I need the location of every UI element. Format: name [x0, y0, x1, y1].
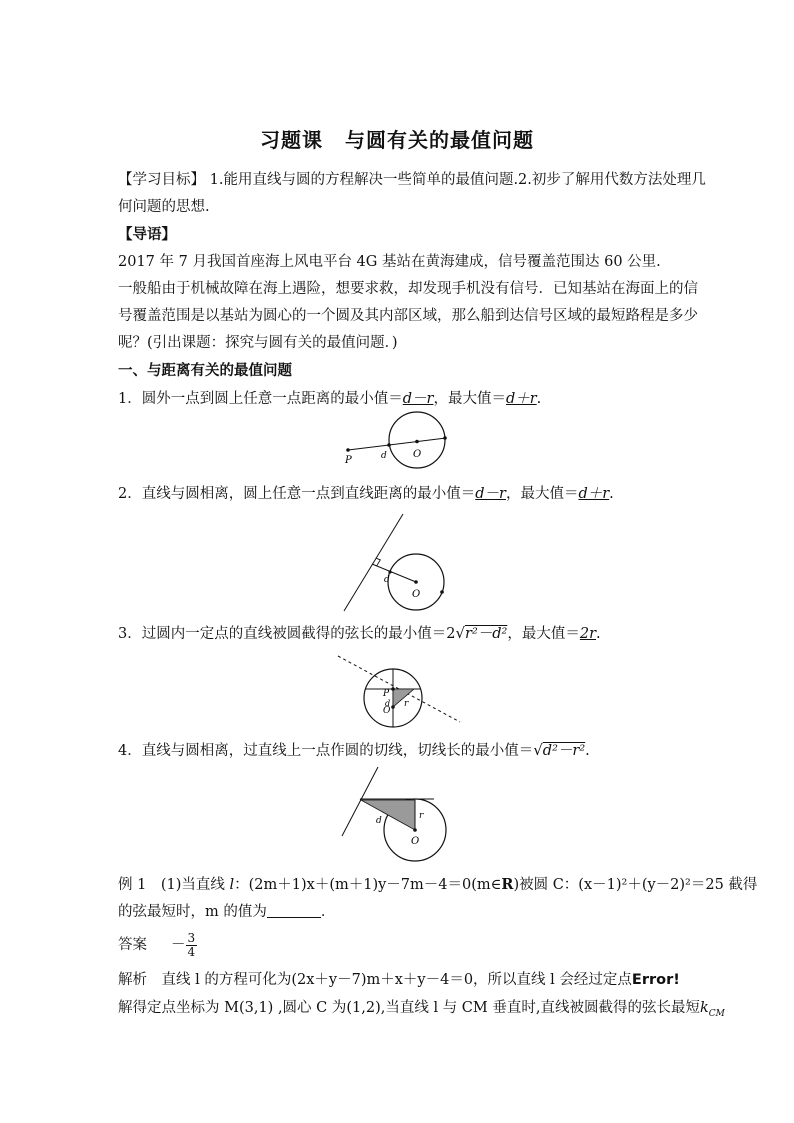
item-3: 3．过圆内一定点的直线被圆截得的弦长的最小值＝2√r²－d²，最大值＝2r.	[118, 624, 601, 642]
section-heading: 一、与距离有关的最值问题	[118, 363, 292, 379]
page-title: 习题课 与圆有关的最值问题	[260, 128, 534, 152]
figure-1	[340, 412, 460, 468]
figure-2-far-point	[440, 590, 444, 594]
figure-1-center	[415, 440, 419, 444]
figure-1-label-p: P	[345, 455, 352, 466]
figure-4-shaded-triangle	[361, 800, 415, 830]
figure-1-near-point	[387, 443, 391, 447]
example-line-2: 的弦最短时，m 的值为 ．	[118, 904, 336, 920]
figure-4-label-r: r	[419, 811, 424, 821]
figure-3	[338, 650, 462, 736]
figure-1-label-d: d	[381, 451, 387, 461]
intro-paragraph-2b: 号覆盖范围是以基站为圆心的一个圆及其内部区域，那么船到达信号区域的最短路程是多少	[118, 308, 698, 324]
solution-line: 解得定点坐标为 M(3,1) ,圆心 C 为(1,2),当直线 l 与 CM 垂直时,直线被圆截得的弦长最短$k_{CM}$	[118, 1000, 725, 1019]
figure-3-label-p: P	[383, 689, 390, 699]
figure-3-point-p	[391, 687, 395, 691]
item-1: 1．圆外一点到圆上任意一点距离的最小值＝d－r，最大值＝d＋r.	[118, 391, 542, 407]
figure-4-label-d: d	[376, 816, 382, 826]
figure-1-point-p	[346, 448, 350, 452]
figure-2-center	[414, 580, 418, 584]
figure-3-center	[391, 705, 395, 709]
intro-paragraph-2c: 呢？(引出课题：探究与圆有关的最值问题．)	[118, 335, 398, 351]
figure-2-label-o: O	[412, 589, 421, 600]
figure-4-center	[413, 828, 417, 832]
learning-goals-line-1: 【学习目标】 1.能用直线与圆的方程解决一些简单的最值问题.2.初步了解用代数方法处理几	[118, 172, 706, 188]
item-2: 2．直线与圆相离，圆上任意一点到直线距离的最小值＝d－r，最大值＝d＋r.	[118, 486, 614, 502]
intro-label: 【导语】	[118, 227, 176, 243]
figure-3-label-d: d	[385, 699, 391, 708]
figure-4	[336, 766, 454, 862]
learning-goals-line-2: 何问题的思想.	[118, 199, 210, 215]
figure-3-label-o: O	[383, 706, 391, 716]
figure-1-far-point	[443, 436, 447, 440]
analysis-line: 解析 直线 l 的方程可化为(2x＋y－7)m＋x＋y－4＝0，所以直线 l 会经过定点Error!	[118, 972, 680, 988]
answer-line: 答案 － $\frac{3}{4}$	[118, 930, 196, 959]
figure-2-perpendicular	[372, 564, 416, 582]
figure-2-line	[344, 514, 403, 611]
figure-3-label-r: r	[404, 699, 409, 709]
answer-fraction: $\frac{3}{4}$	[187, 930, 196, 959]
figure-1-line	[348, 438, 446, 450]
answer-blank	[267, 903, 321, 918]
figure-4-label-o: O	[411, 836, 420, 847]
figure-1-label-o: O	[413, 449, 422, 460]
example-line-1: 例 1 (1)当直线 l：(2m＋1)x＋(m＋1)y－7m－4＝0(m∈R)被圆 C：(x－1)²＋(y－2)²＝25 截得	[118, 876, 758, 893]
figure-2-near-point	[388, 570, 391, 573]
figure-2	[338, 512, 448, 612]
item-4: 4．直线与圆相离，过直线上一点作圆的切线，切线长的最小值＝√d²－r².	[118, 741, 590, 759]
figure-2-right-angle	[376, 558, 381, 566]
intro-paragraph-2a: 一般船由于机械故障在海上遇险，想要求救，却发现手机没有信号．已知基站在海面上的信	[118, 281, 698, 297]
figure-2-label-d: d	[384, 575, 390, 585]
intro-paragraph-1: 2017 年 7 月我国首座海上风电平台 4G 基站在黄海建成，信号覆盖范围达 60 公里.	[118, 254, 661, 270]
